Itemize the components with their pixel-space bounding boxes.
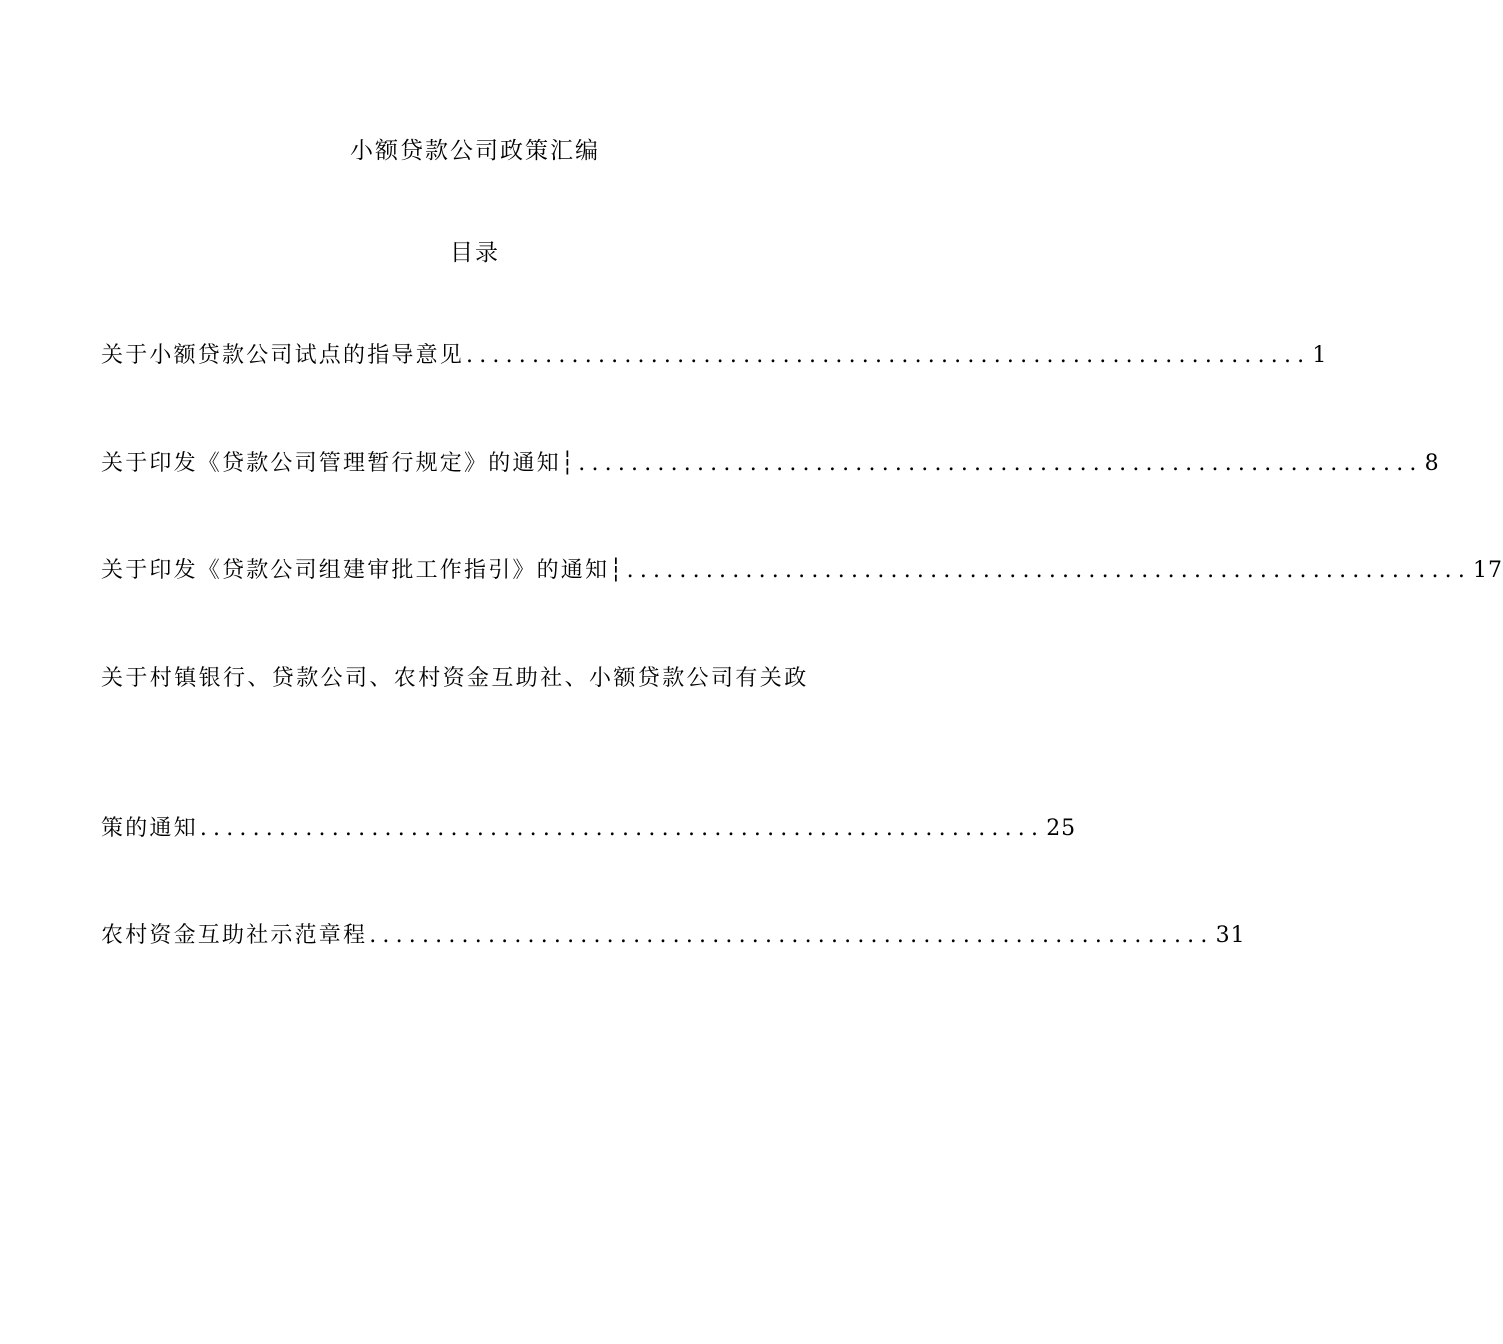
toc-leader-dots: ................................................................	[626, 558, 1472, 583]
document-title: 小额贷款公司政策汇编	[350, 138, 600, 164]
toc-page-number: 31	[1215, 923, 1246, 948]
toc-entry[interactable]	[101, 338, 1328, 369]
toc-entry-title: 关于小额贷款公司试点的指导意见	[101, 343, 465, 368]
toc-entry[interactable]	[101, 553, 1503, 584]
toc-entry[interactable]	[101, 446, 1440, 477]
toc-entry-title: 关于印发《贷款公司组建审批工作指引》的通知┆	[101, 558, 625, 583]
toc-page-number: 17	[1473, 558, 1503, 583]
toc-leader-dots: ................................................................	[466, 343, 1311, 368]
toc-entry-title: 农村资金互助社示范章程	[101, 923, 368, 948]
toc-entry-title: 关于印发《贷款公司管理暂行规定》的通知┆	[101, 451, 577, 476]
toc-page-number: 1	[1312, 343, 1328, 368]
toc-leader-dots: ................................................................	[578, 451, 1423, 476]
toc-leader-dots: ................................................................	[199, 816, 1045, 841]
toc-heading: 目录	[450, 240, 500, 266]
toc-leader-dots: ................................................................	[369, 923, 1214, 948]
toc-entry-title-line1[interactable]: 关于村镇银行、贷款公司、农村资金互助社、小额贷款公司有关政	[101, 666, 809, 691]
toc-entry-title: 策的通知	[101, 816, 198, 841]
toc-page-number: 8	[1424, 451, 1440, 476]
toc-entry[interactable]	[101, 918, 1246, 949]
toc-entry[interactable]	[101, 811, 1077, 842]
toc-page-number: 25	[1046, 816, 1077, 841]
